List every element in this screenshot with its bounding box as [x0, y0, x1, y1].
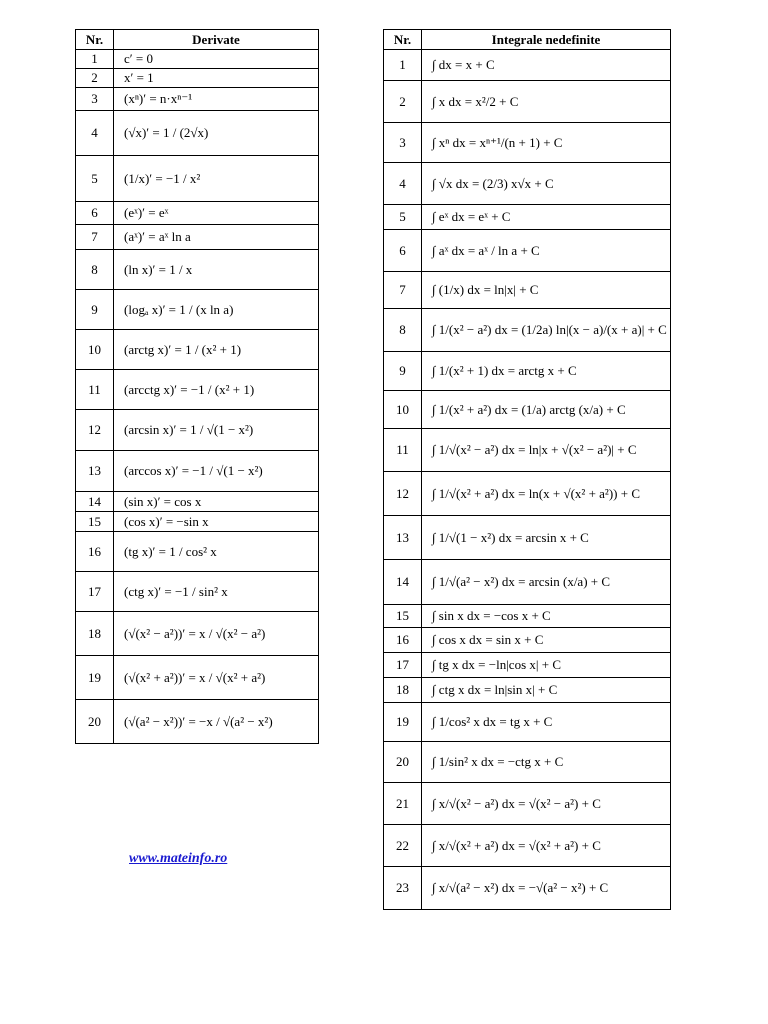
formula-cell: ∫ x/√(x² − a²) dx = √(x² − a²) + C — [422, 783, 671, 825]
row-number: 18 — [76, 612, 114, 656]
row-number: 9 — [384, 352, 422, 391]
row-number: 14 — [384, 560, 422, 605]
formula-cell: (√(x² + a²))′ = x / √(x² + a²) — [114, 656, 319, 700]
nr-column-header: Nr. — [76, 30, 114, 50]
table-row — [384, 391, 671, 429]
table-row — [76, 700, 319, 744]
table-row — [76, 451, 319, 492]
row-number: 16 — [384, 628, 422, 653]
table-row — [384, 653, 671, 678]
formula-cell: ∫ x dx = x²/2 + C — [422, 81, 671, 123]
table-row — [384, 123, 671, 163]
table-row — [76, 88, 319, 111]
row-number: 12 — [76, 410, 114, 451]
formula-cell: ∫ sin x dx = −cos x + C — [422, 605, 671, 628]
table-row — [76, 492, 319, 512]
row-number: 15 — [76, 512, 114, 532]
formula-cell: (ln x)′ = 1 / x — [114, 250, 319, 290]
table-row — [384, 628, 671, 653]
row-number: 19 — [76, 656, 114, 700]
table-row — [76, 656, 319, 700]
table-row — [76, 111, 319, 156]
formula-cell: ∫ 1/(x² + a²) dx = (1/a) arctg (x/a) + C — [422, 391, 671, 429]
table-row — [76, 370, 319, 410]
formula-cell: (arccos x)′ = −1 / √(1 − x²) — [114, 451, 319, 492]
formula-cell: ∫ xⁿ dx = xⁿ⁺¹/(n + 1) + C — [422, 123, 671, 163]
table-row — [384, 81, 671, 123]
row-number: 1 — [76, 50, 114, 69]
formula-cell: ∫ 1/√(x² + a²) dx = ln(x + √(x² + a²)) + C — [422, 472, 671, 516]
row-number: 5 — [76, 156, 114, 202]
table-row — [76, 410, 319, 451]
table-row — [384, 703, 671, 742]
table-row — [384, 205, 671, 230]
row-number: 2 — [384, 81, 422, 123]
row-number: 8 — [384, 309, 422, 352]
table-row — [384, 230, 671, 272]
row-number: 7 — [76, 225, 114, 250]
formula-cell: (1/x)′ = −1 / x² — [114, 156, 319, 202]
table-row — [384, 742, 671, 783]
website-link[interactable]: www.mateinfo.ro — [129, 851, 228, 866]
table-row — [384, 867, 671, 910]
formula-cell: (√x)′ = 1 / (2√x) — [114, 111, 319, 156]
table-row — [76, 330, 319, 370]
table-row — [384, 678, 671, 703]
row-number: 13 — [76, 451, 114, 492]
table-row — [384, 272, 671, 309]
formula-cell: ∫ x/√(x² + a²) dx = √(x² + a²) + C — [422, 825, 671, 867]
table-row — [76, 202, 319, 225]
formula-cell: (√(x² − a²))′ = x / √(x² − a²) — [114, 612, 319, 656]
formula-cell: ∫ cos x dx = sin x + C — [422, 628, 671, 653]
integrals-column-header: Integrale nedefinite — [422, 30, 671, 50]
integrals-table — [383, 29, 671, 910]
row-number: 8 — [76, 250, 114, 290]
table-row — [76, 612, 319, 656]
derivatives-column-header: Derivate — [114, 30, 319, 50]
formula-cell: ∫ x/√(a² − x²) dx = −√(a² − x²) + C — [422, 867, 671, 910]
table-row — [76, 50, 319, 69]
formula-cell: (arctg x)′ = 1 / (x² + 1) — [114, 330, 319, 370]
row-number: 22 — [384, 825, 422, 867]
row-number: 20 — [76, 700, 114, 744]
table-row — [76, 69, 319, 88]
formula-cell: (tg x)′ = 1 / cos² x — [114, 532, 319, 572]
row-number: 17 — [76, 572, 114, 612]
formula-cell: (xⁿ)′ = n·xⁿ⁻¹ — [114, 88, 319, 111]
formula-cell: ∫ 1/√(a² − x²) dx = arcsin (x/a) + C — [422, 560, 671, 605]
formula-cell: (sin x)′ = cos x — [114, 492, 319, 512]
table-row — [384, 516, 671, 560]
row-number: 2 — [76, 69, 114, 88]
row-number: 19 — [384, 703, 422, 742]
row-number: 3 — [76, 88, 114, 111]
table-row — [76, 156, 319, 202]
table-row — [76, 512, 319, 532]
derivatives-header-row — [76, 30, 319, 50]
formula-cell: ∫ ctg x dx = ln|sin x| + C — [422, 678, 671, 703]
row-number: 1 — [384, 50, 422, 81]
row-number: 16 — [76, 532, 114, 572]
table-row — [76, 225, 319, 250]
formula-cell: (ctg x)′ = −1 / sin² x — [114, 572, 319, 612]
formula-cell: (cos x)′ = −sin x — [114, 512, 319, 532]
row-number: 5 — [384, 205, 422, 230]
table-row — [384, 783, 671, 825]
formula-cell: (eˣ)′ = eˣ — [114, 202, 319, 225]
row-number: 10 — [76, 330, 114, 370]
table-row — [384, 309, 671, 352]
table-row — [76, 250, 319, 290]
table-row — [384, 560, 671, 605]
row-number: 15 — [384, 605, 422, 628]
row-number: 20 — [384, 742, 422, 783]
integrals-header-row — [384, 30, 671, 50]
table-row — [384, 352, 671, 391]
formula-cell: x′ = 1 — [114, 69, 319, 88]
formula-cell: (√(a² − x²))′ = −x / √(a² − x²) — [114, 700, 319, 744]
row-number: 11 — [384, 429, 422, 472]
row-number: 11 — [76, 370, 114, 410]
row-number: 10 — [384, 391, 422, 429]
row-number: 13 — [384, 516, 422, 560]
table-row — [384, 825, 671, 867]
formula-cell: (arcsin x)′ = 1 / √(1 − x²) — [114, 410, 319, 451]
table-row — [384, 50, 671, 81]
table-row — [384, 429, 671, 472]
row-number: 6 — [76, 202, 114, 225]
row-number: 9 — [76, 290, 114, 330]
formula-cell: ∫ 1/cos² x dx = tg x + C — [422, 703, 671, 742]
formula-cell: ∫ √x dx = (2/3) x√x + C — [422, 163, 671, 205]
table-row — [76, 290, 319, 330]
table-row — [76, 532, 319, 572]
formula-cell: ∫ aˣ dx = aˣ / ln a + C — [422, 230, 671, 272]
formula-cell: ∫ 1/(x² − a²) dx = (1/2a) ln|(x − a)/(x + a)| + C — [422, 309, 671, 352]
formula-cell: ∫ tg x dx = −ln|cos x| + C — [422, 653, 671, 678]
row-number: 4 — [384, 163, 422, 205]
formula-cell: ∫ dx = x + C — [422, 50, 671, 81]
row-number: 14 — [76, 492, 114, 512]
formula-cell: (aˣ)′ = aˣ ln a — [114, 225, 319, 250]
table-row — [384, 163, 671, 205]
table-row — [76, 572, 319, 612]
formula-cell: ∫ eˣ dx = eˣ + C — [422, 205, 671, 230]
nr-column-header: Nr. — [384, 30, 422, 50]
row-number: 18 — [384, 678, 422, 703]
row-number: 4 — [76, 111, 114, 156]
formula-cell: ∫ 1/sin² x dx = −ctg x + C — [422, 742, 671, 783]
formula-cell: ∫ 1/√(x² − a²) dx = ln|x + √(x² − a²)| + C — [422, 429, 671, 472]
row-number: 21 — [384, 783, 422, 825]
table-row — [384, 605, 671, 628]
row-number: 3 — [384, 123, 422, 163]
table-row — [384, 472, 671, 516]
row-number: 6 — [384, 230, 422, 272]
formula-cell: (logₐ x)′ = 1 / (x ln a) — [114, 290, 319, 330]
derivatives-table — [75, 29, 319, 744]
formula-cell: ∫ (1/x) dx = ln|x| + C — [422, 272, 671, 309]
row-number: 23 — [384, 867, 422, 910]
formula-cell: c′ = 0 — [114, 50, 319, 69]
row-number: 12 — [384, 472, 422, 516]
formula-cell: ∫ 1/√(1 − x²) dx = arcsin x + C — [422, 516, 671, 560]
formula-cell: ∫ 1/(x² + 1) dx = arctg x + C — [422, 352, 671, 391]
row-number: 17 — [384, 653, 422, 678]
formula-cell: (arcctg x)′ = −1 / (x² + 1) — [114, 370, 319, 410]
row-number: 7 — [384, 272, 422, 309]
